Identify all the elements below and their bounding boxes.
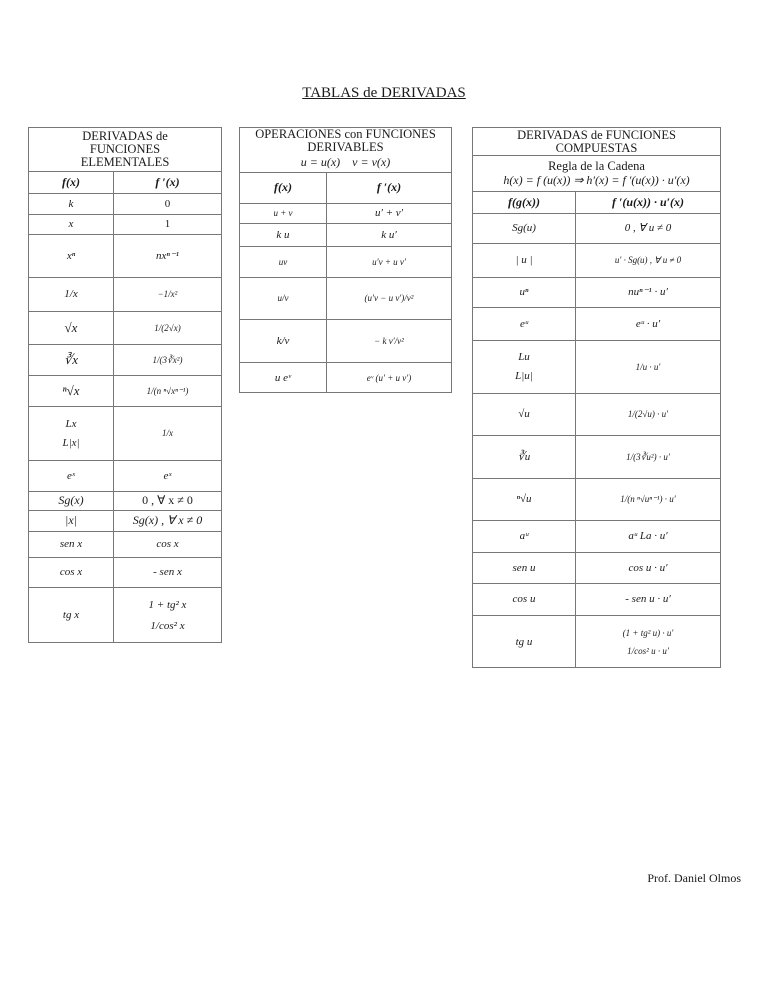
function-cell: | u | <box>473 244 576 277</box>
function-cell: sen x <box>29 532 114 557</box>
table-row <box>240 203 451 223</box>
derivative-cell: 1 <box>164 218 171 231</box>
function-cell: k/v <box>240 320 327 362</box>
function-cell: 1/x <box>29 278 114 311</box>
function-cell: |x| <box>29 511 114 531</box>
table-row <box>240 362 451 393</box>
derivative-cell: eᵘ · u′ <box>635 317 661 330</box>
derivative-cell: 1/x <box>162 428 173 439</box>
table-row <box>29 491 221 510</box>
column-header-f: f(g(x)) <box>473 192 576 213</box>
derivative-cell: 1/(2√x) <box>154 322 181 333</box>
derivative-cell: nuⁿ⁻¹ · u′ <box>628 286 668 299</box>
table-row <box>29 510 221 531</box>
table-subtitle: u = u(x) v = v(x) <box>300 154 391 169</box>
derivative-cell: eᵛ (u′ + u v′) <box>366 372 412 383</box>
function-cell <box>29 407 114 460</box>
table-title: DERIVADAS de FUNCIONES ELEMENTALES <box>80 129 170 169</box>
derivative-cell: 0 <box>164 197 171 210</box>
derivative-cell: k u′ <box>381 228 397 241</box>
table-row <box>29 375 221 406</box>
derivative-cell: 1/(3∛u²) · u′ <box>626 451 670 462</box>
derivative-cell: u′ · Sg(u) , ∀ u ≠ 0 <box>614 255 682 266</box>
table-compuestas <box>472 127 721 668</box>
table-operaciones <box>239 127 452 393</box>
function-cell: k u <box>240 224 327 246</box>
derivative-cell: 1/u · u′ <box>635 361 661 372</box>
function-cell: u + v <box>240 204 327 223</box>
column-header-row <box>240 172 451 203</box>
function-cell: ∛u <box>473 436 576 478</box>
derivative-cell: cos x <box>156 538 179 551</box>
table-row <box>473 615 720 668</box>
table-title-row <box>473 128 720 155</box>
chain-rule-row <box>473 155 720 191</box>
author-signature: Prof. Daniel Olmos <box>647 871 741 885</box>
function-cell: cos u <box>473 584 576 615</box>
column-header-f: f(x) <box>240 173 327 203</box>
function-cell: ∛x <box>29 345 114 375</box>
function-cell: xⁿ <box>29 235 114 277</box>
table-row <box>29 406 221 460</box>
derivative-cell: − k v′/v² <box>374 335 404 346</box>
function-cell: √x <box>29 312 114 344</box>
table-title-row <box>240 128 451 153</box>
function-cell: ⁿ√x <box>29 376 114 406</box>
table-row <box>29 460 221 491</box>
function-cell <box>473 341 576 393</box>
function-cell: eˣ <box>29 461 114 491</box>
derivative-cell: 1/(n ⁿ√xⁿ⁻¹) <box>146 385 189 396</box>
function-cell: k <box>29 194 114 214</box>
function-line-1: Lx <box>65 417 77 430</box>
derivative-cell <box>576 616 720 668</box>
column-header-row <box>29 171 221 193</box>
function-cell: sen u <box>473 553 576 583</box>
function-cell: uv <box>240 247 327 277</box>
table-row <box>240 277 451 319</box>
column-header-df: f ′(x) <box>376 180 402 195</box>
table-row <box>240 319 451 362</box>
table-title: DERIVADAS de FUNCIONES COMPUESTAS <box>517 127 676 155</box>
table-row <box>240 246 451 277</box>
function-cell: √u <box>473 394 576 435</box>
table-row <box>473 307 720 340</box>
derivative-cell: 0 , ∀ u ≠ 0 <box>624 222 672 235</box>
table-row <box>473 520 720 552</box>
derivative-line-1: (1 + tg² u) · u′ <box>622 627 674 638</box>
subtitle-row <box>240 153 451 172</box>
table-row <box>29 234 221 277</box>
table-row <box>473 277 720 307</box>
derivative-cell: - sen x <box>153 566 182 579</box>
table-row <box>473 243 720 277</box>
function-cell: uⁿ <box>473 278 576 307</box>
derivative-cell: u′v + u v′ <box>372 256 406 267</box>
derivative-cell: Sg(x) , ∀ x ≠ 0 <box>132 513 203 528</box>
table-row <box>473 478 720 520</box>
column-header-df: f ′(x) <box>155 174 180 189</box>
table-row <box>29 587 221 643</box>
table-row <box>473 435 720 478</box>
derivative-cell: (u′v − u v′)/v² <box>364 293 414 304</box>
derivative-cell: aᵘ La · u′ <box>628 530 668 543</box>
derivative-cell: - sen u · u′ <box>625 593 671 606</box>
derivative-cell: 0 , ∀ x ≠ 0 <box>142 493 193 508</box>
function-cell: ⁿ√u <box>473 479 576 520</box>
derivative-cell: 1/(n ⁿ√uⁿ⁻¹) · u′ <box>620 494 676 505</box>
function-cell: tg x <box>29 588 114 643</box>
table-row <box>29 277 221 311</box>
derivative-cell: −1/x² <box>157 289 178 300</box>
chain-rule <box>473 156 720 191</box>
table-title-row <box>29 128 221 171</box>
derivative-cell: eˣ <box>163 469 172 482</box>
function-cell: u eᵛ <box>240 363 327 393</box>
derivative-line-2: 1/cos² x <box>150 619 185 632</box>
table-title: OPERACIONES con FUNCIONES DERIVABLES <box>255 126 436 154</box>
function-line-1: Lu <box>518 351 530 364</box>
table-row <box>473 340 720 393</box>
function-cell: Sg(x) <box>29 492 114 510</box>
table-row <box>29 193 221 214</box>
chain-rule-formula: h(x) = f (u(x)) ⇒ h′(x) = f ′(u(x)) · u′(x) <box>503 172 690 187</box>
column-header-row <box>473 191 720 213</box>
derivative-cell: u′ + v′ <box>374 207 404 220</box>
function-cell: cos x <box>29 558 114 587</box>
derivative-cell: cos u · u′ <box>628 561 668 574</box>
function-line-2: L|u| <box>515 370 533 382</box>
derivative-cell: 1/(2√u) · u′ <box>627 409 669 420</box>
function-line-2: L|x| <box>62 436 80 449</box>
function-cell: aᵘ <box>473 521 576 552</box>
function-cell: x <box>29 215 114 234</box>
derivative-line-1: 1 + tg² x <box>148 598 187 611</box>
function-cell: u/v <box>240 278 327 319</box>
chain-rule-name: Regla de la Cadena <box>548 158 645 173</box>
table-elementales <box>28 127 222 643</box>
table-row <box>29 557 221 587</box>
page-title: TABLAS de DERIVADAS <box>302 85 466 101</box>
derivative-line-2: 1/cos² u · u′ <box>627 646 669 656</box>
column-header-f: f(x) <box>29 172 114 193</box>
table-row <box>473 213 720 243</box>
table-row <box>240 223 451 246</box>
table-row <box>473 393 720 435</box>
table-row <box>29 344 221 375</box>
function-cell: eᵘ <box>473 308 576 340</box>
function-cell: Sg(u) <box>473 214 576 243</box>
table-row <box>29 311 221 344</box>
table-row <box>473 552 720 583</box>
table-row <box>29 214 221 234</box>
derivative-cell: 1/(3∛x²) <box>152 354 183 365</box>
table-row <box>29 531 221 557</box>
function-cell: tg u <box>473 616 576 668</box>
column-header-df: f ′(u(x)) · u′(x) <box>611 194 685 209</box>
derivative-cell <box>114 588 221 643</box>
table-row <box>473 583 720 615</box>
derivative-cell: nxⁿ⁻¹ <box>156 249 179 262</box>
